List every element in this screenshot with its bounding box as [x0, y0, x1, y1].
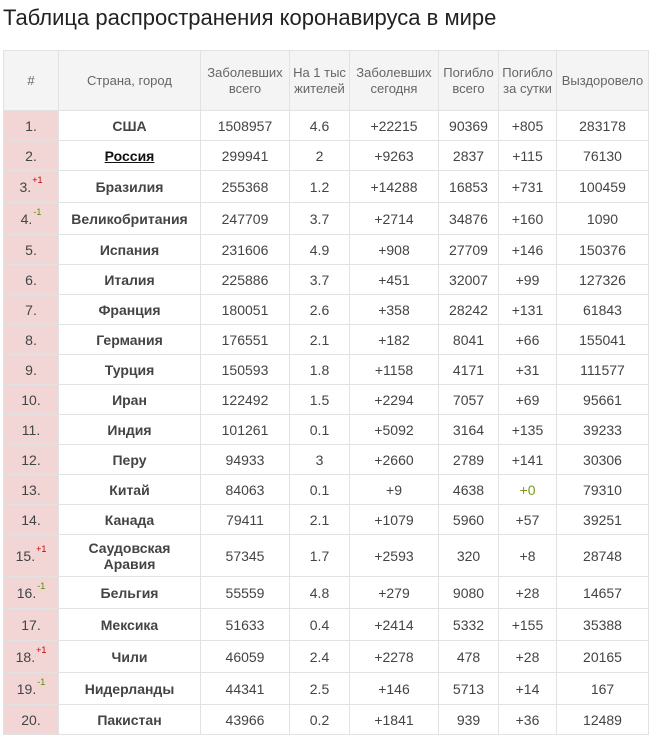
deaths-today-cell: +146 [499, 235, 557, 265]
cases-today-cell: +2278 [350, 641, 439, 673]
country-cell: Пакистан [59, 705, 201, 735]
deaths-today-cell: +69 [499, 385, 557, 415]
recovered-cell: 111577 [557, 355, 649, 385]
total-cases-cell: 231606 [201, 235, 290, 265]
rank-number: 3. [19, 178, 32, 195]
per-thousand-cell: 4.8 [290, 577, 350, 609]
rank-cell [4, 385, 59, 415]
table-row [4, 355, 649, 385]
country-cell: Бельгия [59, 577, 201, 609]
rank-number: 13. [21, 481, 41, 498]
table-row [4, 475, 649, 505]
table-body [4, 111, 649, 735]
recovered-cell: 14657 [557, 577, 649, 609]
cases-today-cell: +279 [350, 577, 439, 609]
total-cases-cell: 255368 [201, 171, 290, 203]
rank-number: 7. [25, 301, 37, 318]
deaths-total-cell: 27709 [439, 235, 499, 265]
rank-change-badge: -1 [33, 207, 42, 218]
per-thousand-cell: 2.1 [290, 505, 350, 535]
cases-today-cell: +9263 [350, 141, 439, 171]
rank-number: 16. [16, 584, 37, 601]
rank-number: 15. [15, 547, 36, 564]
recovered-cell: 167 [557, 673, 649, 705]
table-row [4, 577, 649, 609]
cases-today-cell: +2593 [350, 535, 439, 577]
table-row [4, 141, 649, 171]
table-row [4, 171, 649, 203]
per-thousand-cell: 4.6 [290, 111, 350, 141]
rank-cell [4, 265, 59, 295]
deaths-total-cell: 32007 [439, 265, 499, 295]
table-row [4, 385, 649, 415]
country-cell: Индия [59, 415, 201, 445]
recovered-cell: 20165 [557, 641, 649, 673]
country-cell: Саудовская Аравия [59, 535, 201, 577]
rank-cell [4, 475, 59, 505]
rank-number: 5. [25, 241, 37, 258]
country-cell: Великобритания [59, 203, 201, 235]
recovered-cell: 76130 [557, 141, 649, 171]
header-recovered[interactable]: Выздоровело [557, 51, 649, 111]
table-row [4, 673, 649, 705]
per-thousand-cell: 3 [290, 445, 350, 475]
table-row [4, 325, 649, 355]
deaths-today-cell: +731 [499, 171, 557, 203]
recovered-cell: 30306 [557, 445, 649, 475]
rank-cell [4, 171, 59, 203]
table-row [4, 111, 649, 141]
deaths-total-cell: 9080 [439, 577, 499, 609]
rank-cell [4, 141, 59, 171]
deaths-total-cell: 939 [439, 705, 499, 735]
deaths-total-cell: 34876 [439, 203, 499, 235]
rank-cell [4, 111, 59, 141]
rank-number: 4. [20, 210, 33, 227]
country-cell: Китай [59, 475, 201, 505]
total-cases-cell: 84063 [201, 475, 290, 505]
cases-today-cell: +2294 [350, 385, 439, 415]
header-deaths-today[interactable]: Погибло за сутки [499, 51, 557, 111]
cases-today-cell: +5092 [350, 415, 439, 445]
cases-today-cell: +182 [350, 325, 439, 355]
per-thousand-cell: 2.6 [290, 295, 350, 325]
recovered-cell: 79310 [557, 475, 649, 505]
country-cell: Турция [59, 355, 201, 385]
country-cell: Германия [59, 325, 201, 355]
rank-number: 19. [16, 680, 37, 697]
table-row [4, 235, 649, 265]
rank-number: 11. [21, 421, 41, 438]
total-cases-cell: 180051 [201, 295, 290, 325]
country-cell: Перу [59, 445, 201, 475]
per-thousand-cell: 0.2 [290, 705, 350, 735]
rank-change-badge: +1 [36, 544, 47, 555]
deaths-today-cell: +28 [499, 577, 557, 609]
per-thousand-cell: 2 [290, 141, 350, 171]
per-thousand-cell: 2.1 [290, 325, 350, 355]
recovered-cell: 100459 [557, 171, 649, 203]
header-country[interactable]: Страна, город [59, 51, 201, 111]
table-row [4, 641, 649, 673]
deaths-total-cell: 3164 [439, 415, 499, 445]
rank-cell [4, 235, 59, 265]
per-thousand-cell: 2.5 [290, 673, 350, 705]
recovered-cell: 39233 [557, 415, 649, 445]
total-cases-cell: 247709 [201, 203, 290, 235]
rank-cell [4, 705, 59, 735]
total-cases-cell: 43966 [201, 705, 290, 735]
table-row [4, 295, 649, 325]
deaths-today-cell: +8 [499, 535, 557, 577]
cases-today-cell: +1841 [350, 705, 439, 735]
deaths-today-cell: +135 [499, 415, 557, 445]
per-thousand-cell: 1.2 [290, 171, 350, 203]
recovered-cell: 1090 [557, 203, 649, 235]
total-cases-cell: 101261 [201, 415, 290, 445]
rank-cell [4, 609, 59, 641]
recovered-cell: 150376 [557, 235, 649, 265]
total-cases-cell: 57345 [201, 535, 290, 577]
rank-number: 9. [25, 361, 37, 378]
total-cases-cell: 51633 [201, 609, 290, 641]
country-cell [59, 141, 201, 171]
country-cell: Иран [59, 385, 201, 415]
country-cell: Канада [59, 505, 201, 535]
deaths-today-cell: +160 [499, 203, 557, 235]
header-deaths-total[interactable]: Погибло всего [439, 51, 499, 111]
country-cell: США [59, 111, 201, 141]
cases-today-cell: +1158 [350, 355, 439, 385]
rank-number: 12. [21, 451, 41, 468]
deaths-today-cell: +66 [499, 325, 557, 355]
cases-today-cell: +2660 [350, 445, 439, 475]
per-thousand-cell: 1.5 [290, 385, 350, 415]
deaths-total-cell: 16853 [439, 171, 499, 203]
rank-cell [4, 415, 59, 445]
rank-cell [4, 535, 59, 577]
per-thousand-cell: 0.1 [290, 415, 350, 445]
rank-number: 1. [25, 117, 37, 134]
rank-cell [4, 445, 59, 475]
rank-cell [4, 673, 59, 705]
cases-today-cell: +22215 [350, 111, 439, 141]
corona-table [3, 50, 649, 735]
rank-cell [4, 295, 59, 325]
table-row [4, 203, 649, 235]
per-thousand-cell: 3.7 [290, 203, 350, 235]
total-cases-cell: 225886 [201, 265, 290, 295]
rank-cell [4, 505, 59, 535]
country-cell: Чили [59, 641, 201, 673]
deaths-total-cell: 478 [439, 641, 499, 673]
deaths-total-cell: 320 [439, 535, 499, 577]
table-row [4, 445, 649, 475]
header-rank[interactable]: # [4, 51, 59, 111]
deaths-total-cell: 2789 [439, 445, 499, 475]
table-header [4, 51, 649, 111]
recovered-cell: 95661 [557, 385, 649, 415]
table-row [4, 535, 649, 577]
cases-today-cell: +1079 [350, 505, 439, 535]
table-row [4, 609, 649, 641]
recovered-cell: 28748 [557, 535, 649, 577]
per-thousand-cell: 1.8 [290, 355, 350, 385]
rank-cell [4, 577, 59, 609]
total-cases-cell: 176551 [201, 325, 290, 355]
rank-change-badge: +1 [32, 175, 43, 186]
rank-change-badge: -1 [37, 581, 46, 592]
per-thousand-cell: 0.1 [290, 475, 350, 505]
header-per-thousand[interactable]: На 1 тыс жителей [290, 51, 350, 111]
rank-number: 17. [21, 616, 41, 633]
cases-today-cell: +908 [350, 235, 439, 265]
country-cell: Нидерланды [59, 673, 201, 705]
total-cases-cell: 55559 [201, 577, 290, 609]
cases-today-cell: +9 [350, 475, 439, 505]
total-cases-cell: 46059 [201, 641, 290, 673]
rank-number: 20. [21, 711, 41, 728]
country-cell: Бразилия [59, 171, 201, 203]
rank-cell [4, 325, 59, 355]
per-thousand-cell: 2.4 [290, 641, 350, 673]
cases-today-cell: +146 [350, 673, 439, 705]
rank-number: 18. [15, 648, 36, 665]
total-cases-cell: 150593 [201, 355, 290, 385]
table-row [4, 265, 649, 295]
total-cases-cell: 94933 [201, 445, 290, 475]
table-row [4, 415, 649, 445]
deaths-total-cell: 28242 [439, 295, 499, 325]
rank-cell [4, 203, 59, 235]
rank-number: 8. [25, 331, 37, 348]
total-cases-cell: 44341 [201, 673, 290, 705]
recovered-cell: 35388 [557, 609, 649, 641]
deaths-total-cell: 4171 [439, 355, 499, 385]
deaths-today-cell: +36 [499, 705, 557, 735]
table-row [4, 505, 649, 535]
deaths-today-cell: +0 [499, 475, 557, 505]
total-cases-cell: 122492 [201, 385, 290, 415]
country-cell: Мексика [59, 609, 201, 641]
deaths-total-cell: 5332 [439, 609, 499, 641]
total-cases-cell: 1508957 [201, 111, 290, 141]
rank-number: 6. [25, 271, 37, 288]
header-row [4, 51, 649, 111]
cases-today-cell: +14288 [350, 171, 439, 203]
recovered-cell: 127326 [557, 265, 649, 295]
per-thousand-cell: 1.7 [290, 535, 350, 577]
total-cases-cell: 79411 [201, 505, 290, 535]
deaths-total-cell: 90369 [439, 111, 499, 141]
per-thousand-cell: 4.9 [290, 235, 350, 265]
recovered-cell: 155041 [557, 325, 649, 355]
rank-change-badge: +1 [36, 645, 47, 656]
recovered-cell: 283178 [557, 111, 649, 141]
deaths-today-cell: +155 [499, 609, 557, 641]
deaths-today-cell: +31 [499, 355, 557, 385]
cases-today-cell: +358 [350, 295, 439, 325]
deaths-total-cell: 5713 [439, 673, 499, 705]
country-cell: Франция [59, 295, 201, 325]
rank-number: 10. [21, 391, 41, 408]
rank-change-badge: -1 [37, 677, 46, 688]
deaths-today-cell: +131 [499, 295, 557, 325]
deaths-total-cell: 4638 [439, 475, 499, 505]
recovered-cell: 61843 [557, 295, 649, 325]
country-cell: Испания [59, 235, 201, 265]
cases-today-cell: +2414 [350, 609, 439, 641]
deaths-today-cell: +115 [499, 141, 557, 171]
rank-cell [4, 641, 59, 673]
country-link[interactable]: Россия [104, 147, 155, 164]
recovered-cell: 39251 [557, 505, 649, 535]
deaths-total-cell: 7057 [439, 385, 499, 415]
header-cases-today[interactable]: Заболевших сегодня [350, 51, 439, 111]
deaths-today-cell: +28 [499, 641, 557, 673]
rank-cell [4, 355, 59, 385]
rank-number: 2. [25, 147, 37, 164]
deaths-today-cell: +141 [499, 445, 557, 475]
header-total-cases[interactable]: Заболевших всего [201, 51, 290, 111]
deaths-total-cell: 8041 [439, 325, 499, 355]
cases-today-cell: +2714 [350, 203, 439, 235]
deaths-today-cell: +99 [499, 265, 557, 295]
recovered-cell: 12489 [557, 705, 649, 735]
deaths-total-cell: 5960 [439, 505, 499, 535]
deaths-today-cell: +14 [499, 673, 557, 705]
table-row [4, 705, 649, 735]
deaths-today-cell: +57 [499, 505, 557, 535]
total-cases-cell: 299941 [201, 141, 290, 171]
cases-today-cell: +451 [350, 265, 439, 295]
rank-number: 14. [21, 511, 41, 528]
page-title: Таблица распространения коронавируса в мире [3, 5, 497, 30]
per-thousand-cell: 3.7 [290, 265, 350, 295]
per-thousand-cell: 0.4 [290, 609, 350, 641]
country-cell: Италия [59, 265, 201, 295]
deaths-today-cell: +805 [499, 111, 557, 141]
deaths-total-cell: 2837 [439, 141, 499, 171]
